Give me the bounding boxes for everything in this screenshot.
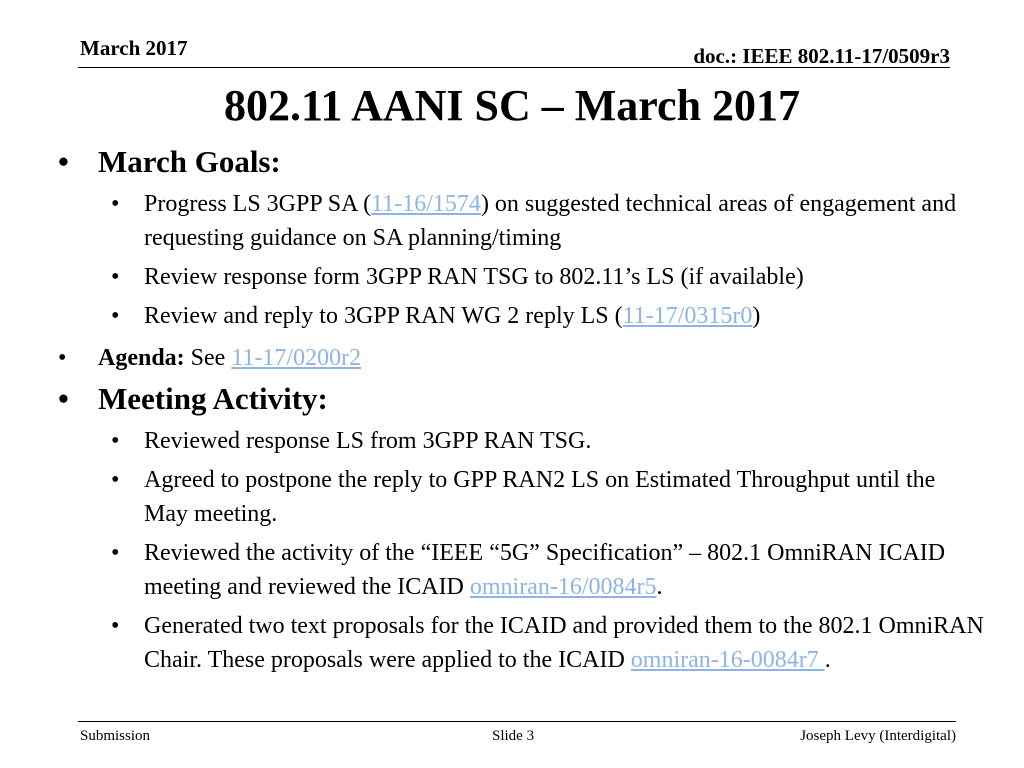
header-doc-number: doc.: IEEE 802.11-17/0509r3 bbox=[693, 44, 950, 68]
bullet-dot: • bbox=[58, 144, 69, 179]
item-text: Review and reply to 3GPP RAN WG 2 reply LS ( bbox=[144, 303, 623, 329]
item-text: ) on suggested technical areas of engagement and requesting guidance on SA planning/timing bbox=[144, 191, 957, 251]
footer-divider bbox=[78, 721, 956, 722]
item-text: ) bbox=[752, 303, 761, 329]
activity-heading bbox=[0, 379, 1024, 419]
list-item bbox=[0, 536, 984, 604]
agenda-text: See bbox=[184, 345, 232, 371]
bullet-dot: • bbox=[111, 613, 120, 639]
goals-label: March Goals: bbox=[98, 144, 281, 179]
list-item bbox=[0, 299, 984, 333]
footer-slide-number: Slide 3 bbox=[492, 728, 535, 744]
item-text: Reviewed the activity of the “IEEE “5G” Specification” – 802.1 OmniRAN ICAID meeting and reviewed the ICAID bbox=[144, 540, 946, 600]
bullet-dot: • bbox=[111, 264, 120, 290]
footer-author: Joseph Levy (Interdigital) bbox=[800, 728, 956, 744]
list-item bbox=[0, 463, 984, 531]
list-item bbox=[0, 424, 984, 458]
agenda-label: Agenda: bbox=[98, 345, 185, 371]
doc-link-omniran-16-0084r5[interactable]: omniran-16/0084r5 bbox=[469, 574, 657, 600]
item-text: Generated two text proposals for the ICAID and provided them to the 802.1 OmniRAN Chair. These proposals were applied to the ICAID bbox=[144, 613, 984, 673]
header-date: March 2017 bbox=[80, 36, 188, 60]
item-text: . bbox=[656, 574, 663, 600]
bullet-dot: • bbox=[111, 428, 120, 454]
item-text: Progress LS 3GPP SA ( bbox=[144, 191, 372, 217]
doc-link-11-16-1574[interactable]: 11-16/1574 bbox=[371, 191, 481, 217]
slide-title: 802.11 AANI SC – March 2017 bbox=[223, 81, 801, 130]
list-item bbox=[0, 187, 984, 255]
bullet-dot: • bbox=[111, 467, 120, 493]
bullet-dot: • bbox=[111, 191, 120, 217]
bullet-dot: • bbox=[111, 540, 120, 566]
header-divider bbox=[78, 67, 950, 68]
item-text: . bbox=[824, 647, 831, 673]
footer-submission: Submission bbox=[80, 728, 151, 744]
slide-body bbox=[0, 138, 1024, 677]
item-text: Reviewed response LS from 3GPP RAN TSG. bbox=[144, 428, 592, 454]
doc-link-11-17-0200r2[interactable]: 11-17/0200r2 bbox=[231, 345, 362, 371]
agenda-line bbox=[0, 341, 1024, 375]
goals-heading bbox=[0, 142, 1024, 182]
bullet-dot: • bbox=[111, 303, 120, 329]
item-text: Review response form 3GPP RAN TSG to 802.11’s LS (if available) bbox=[144, 264, 804, 290]
list-item bbox=[0, 260, 984, 294]
doc-link-omniran-16-0084r7[interactable]: omniran-16-0084r7 bbox=[630, 647, 825, 673]
item-text: Agreed to postpone the reply to GPP RAN2 LS on Estimated Throughput until the May meeting. bbox=[144, 467, 936, 527]
bullet-dot: • bbox=[58, 381, 69, 416]
activity-label: Meeting Activity: bbox=[98, 381, 328, 416]
bullet-dot: • bbox=[58, 345, 67, 371]
list-item bbox=[0, 609, 984, 677]
doc-link-11-17-0315r0[interactable]: 11-17/0315r0 bbox=[622, 303, 753, 329]
